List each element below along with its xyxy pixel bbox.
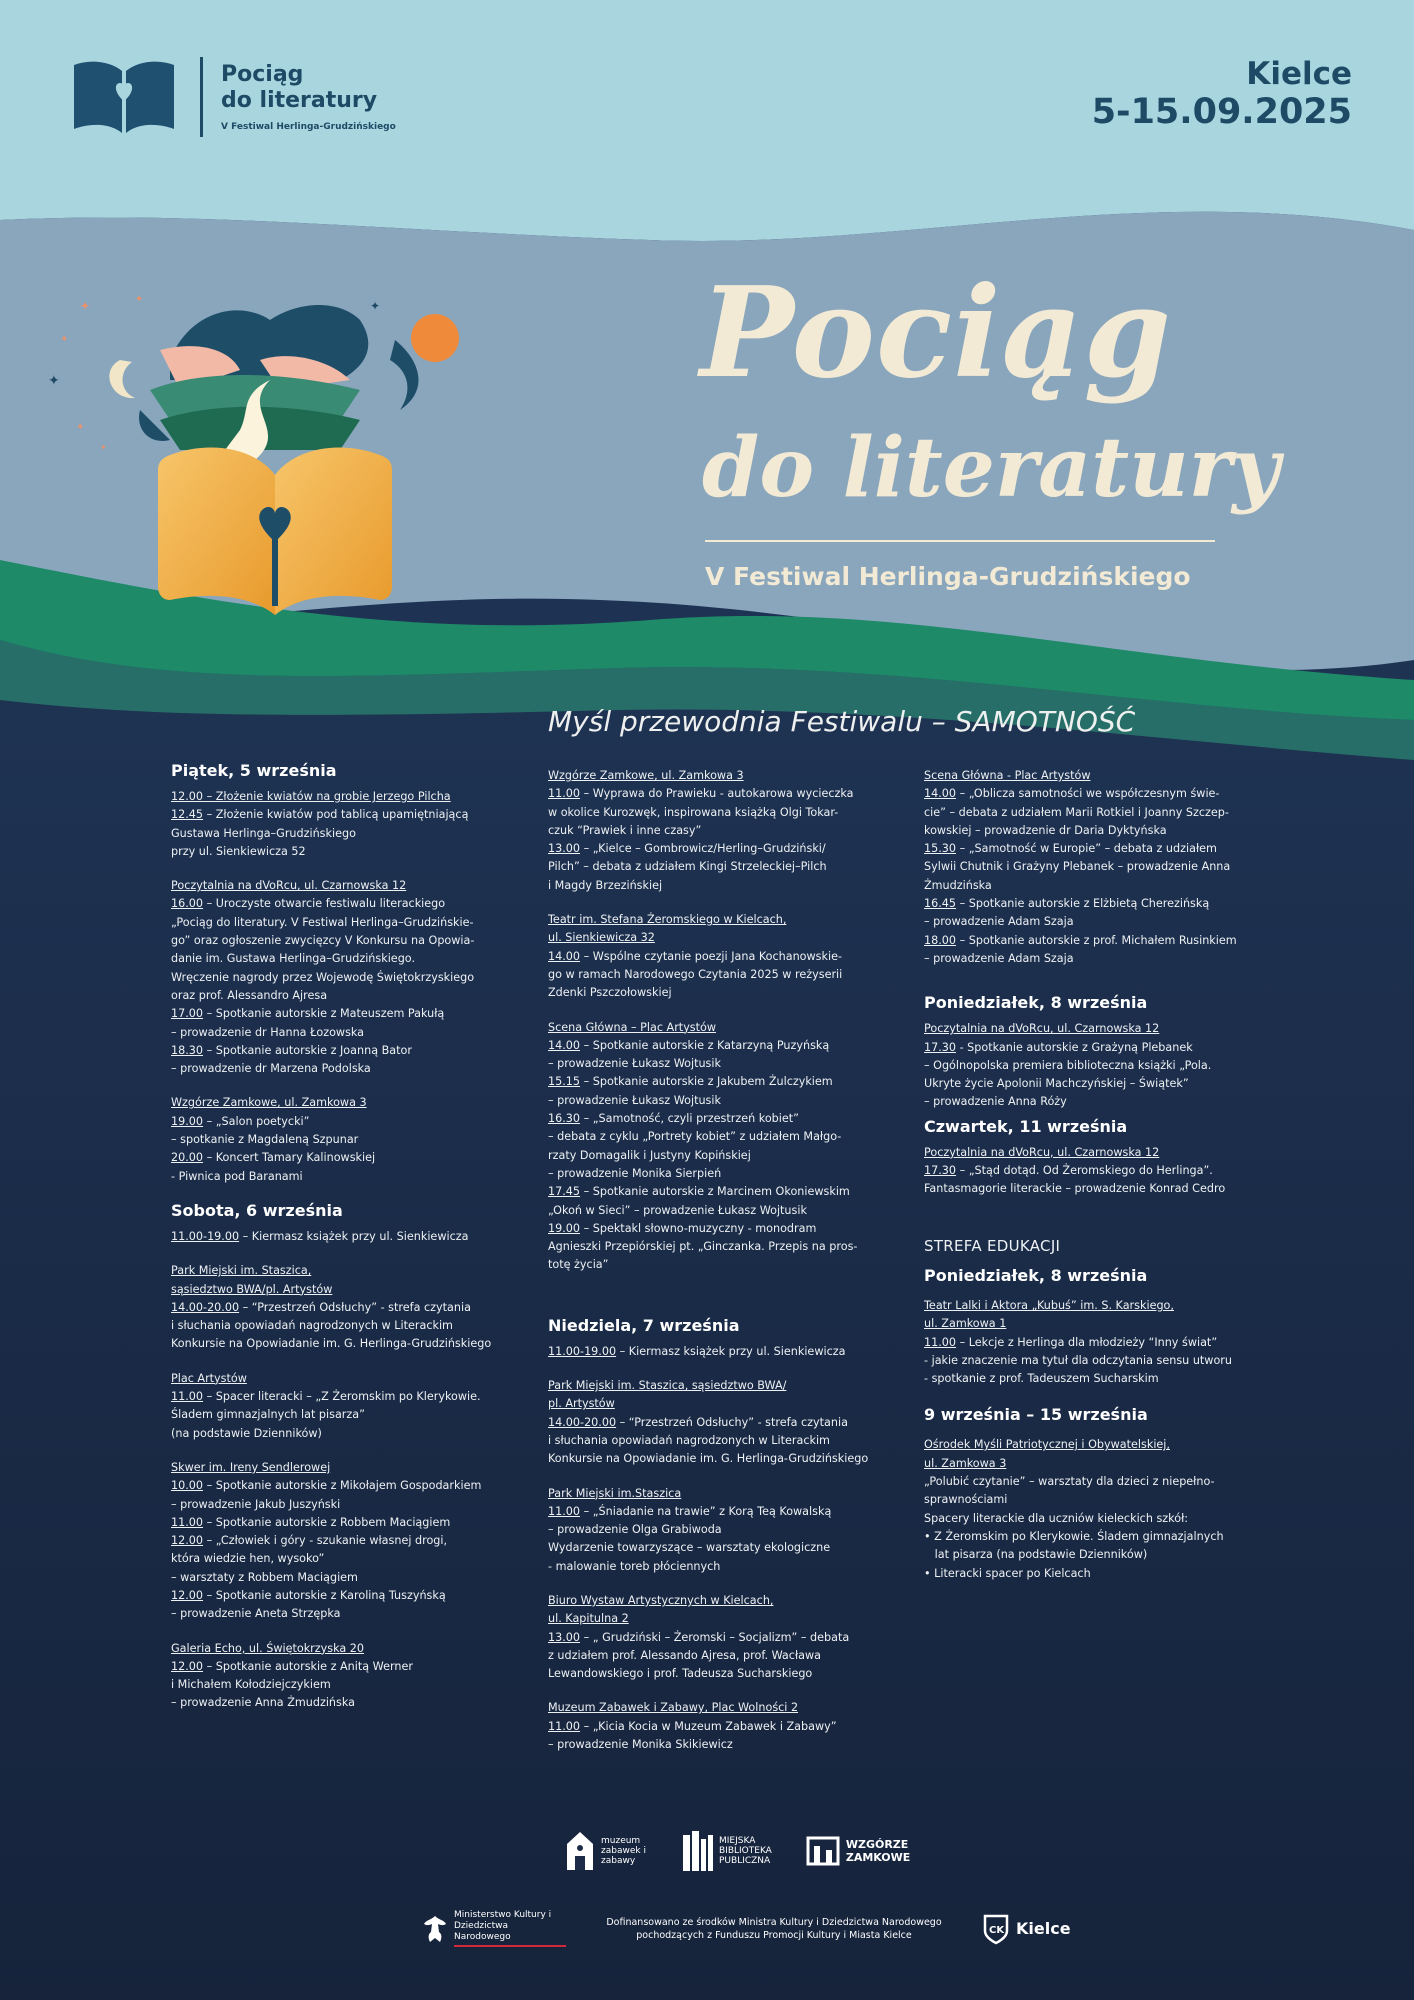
program-line: – prowadzenie Anna Róży [924, 1095, 1067, 1109]
program-line: – prowadzenie Olga Grabiwoda [548, 1523, 722, 1537]
event-time: 14.00-20.00 [171, 1300, 240, 1314]
program-block [548, 1718, 888, 1755]
program-line: sprawnościami [924, 1493, 1008, 1507]
museum-label: muzeum zabawek i zabawy [601, 1836, 646, 1866]
program-line: – prowadzenie Adam Szaja [924, 951, 1074, 965]
program-line: go” oraz ogłoszenie zwycięzcy V Konkursu na Opowia- [171, 934, 475, 948]
svg-text:✦: ✦ [80, 299, 91, 313]
program-line: Fantasmagorie literackie – prowadzenie Konrad Cedro [924, 1182, 1226, 1196]
day-heading: Poniedziałek, 8 września [924, 993, 1148, 1013]
program-line: rzaty Domagalik i Justyny Kopińskiej [548, 1148, 751, 1162]
venue-name: Galeria Echo, ul. Świętokrzyska 20 [171, 1641, 365, 1655]
venue-name: Plac Artystów [171, 1371, 247, 1385]
kielce-logo [982, 1913, 1071, 1945]
program-line: (na podstawie Dzienników) [171, 1426, 322, 1440]
program-line: lat pisarza (na podstawie Dzienników) [924, 1548, 1148, 1562]
museum-logo [565, 1830, 649, 1872]
books-icon [683, 1831, 713, 1871]
event-time: 11.00 [171, 1515, 204, 1529]
program-line: Agnieszki Przepiórskiej pt. „Ginczanka. Przepis na pros- [548, 1240, 858, 1254]
day-heading: Czwartek, 11 września [924, 1116, 1128, 1136]
program-line: • Z Żeromskim po Klerykowie. Śladem gimnazjalnych [924, 1529, 1224, 1543]
program-line: i Michałem Kołodziejczykiem [171, 1678, 331, 1692]
program-line: – „Śniadanie na trawie” z Korą Teą Kowalską [580, 1504, 832, 1518]
venue-name: sąsiedztwo BWA/pl. Artystów [171, 1282, 333, 1296]
event-time: 13.00 [548, 1630, 581, 1644]
event-time: 12.00 [171, 1588, 204, 1602]
program-line: – prowadzenie Aneta Strzępka [171, 1607, 341, 1621]
event-time: 14.00 [548, 1038, 581, 1052]
event-time: 20.00 [171, 1151, 204, 1165]
program-column-1 [171, 760, 516, 1713]
program-line: totę życia” [548, 1258, 609, 1272]
hero-title-line1: Pociąg [700, 260, 1173, 406]
svg-text:✦: ✦ [100, 443, 107, 452]
program-line: i słuchania opowiadań nagrodzonych w Literackim [171, 1319, 453, 1333]
program-line: – Spotkanie autorskie z Karoliną Tuszyńską [203, 1588, 446, 1602]
library-label-2: BIBLIOTEKA [719, 1846, 772, 1856]
venue-name: Park Miejski im. Staszica, sąsiedztwo BWA/ [548, 1379, 787, 1393]
program-line: – prowadzenie Monika Skikiewicz [548, 1738, 733, 1752]
program-block [171, 1658, 516, 1713]
event-dates: 5-15.09.2025 [1091, 92, 1352, 132]
program-block [548, 1414, 888, 1469]
venue-name: ul. Sienkiewicza 32 [548, 931, 655, 945]
program-line: – Spotkanie autorskie z Marcinem Okoniewskim [580, 1185, 850, 1199]
venue-name: Scena Główna – Plac Artystów [548, 1020, 717, 1034]
event-time: 16.45 [924, 897, 957, 911]
program-line: Śladem gimnazjalnych lat pisarza” [171, 1408, 365, 1422]
program-line: „Okoń w Sieci” – prowadzenie Łukasz Wojtusik [548, 1203, 807, 1217]
svg-text:✦: ✦ [60, 334, 69, 345]
program-line: – debata z cyklu „Portrety kobiet” z udziałem Małgo- [548, 1130, 842, 1144]
event-time: 11.00 [548, 787, 581, 801]
svg-text:CK: CK [989, 1924, 1005, 1936]
program-line: – „Oblicza samotności we współczesnym świe- [956, 787, 1220, 801]
program-line: • Literacki spacer po Kielcach [924, 1566, 1091, 1580]
program-line: czuk “Prawiek i inne czasy” [548, 823, 702, 837]
venue-name: pl. Artystów [548, 1397, 615, 1411]
hero-title-line2: do literatury [702, 420, 1280, 516]
program-line: – „Człowiek i góry - szukanie własnej drogi, [203, 1534, 448, 1548]
program-line: Konkursie na Opowiadanie im. G. Herlinga-Grudzińskiego [171, 1337, 492, 1351]
program-line: przy ul. Sienkiewicza 52 [171, 844, 306, 858]
venue-name: Biuro Wystaw Artystycznych w Kielcach, [548, 1593, 774, 1607]
event-time: 19.00 [171, 1114, 204, 1128]
program-line: – prowadzenie Łukasz Wojtusik [548, 1093, 721, 1107]
program-line: Wydarzenie towarzyszące – warsztaty ekologiczne [548, 1541, 831, 1555]
day-heading: Sobota, 6 września [171, 1200, 343, 1220]
library-label-3: PUBLICZNA [719, 1856, 771, 1866]
program-line: która wiedzie hen, wysoko” [171, 1552, 325, 1566]
program-line: – „Salon poetycki” [203, 1114, 310, 1128]
moon-icon [109, 360, 135, 398]
program-line: – „Samotność w Europie” – debata z udziałem [956, 842, 1217, 856]
program-line: Konkursie na Opowiadanie im. G. Herlinga-Grudzińskiego [548, 1452, 869, 1466]
program-line: – Spotkanie autorskie z Jakubem Żulczykiem [580, 1075, 833, 1089]
event-time: 16.00 [171, 897, 204, 911]
event-time: 14.00 [548, 949, 581, 963]
castle-hill-logo [806, 1836, 916, 1866]
funding-line-1: Dofinansowano ze środków Ministra Kultury i Dziedzictwa Narodowego [606, 1916, 942, 1928]
event-time: 14.00 [924, 787, 957, 801]
funding-note [594, 1916, 954, 1942]
kielce-crest-icon [982, 1913, 1010, 1945]
program-block [548, 948, 888, 1003]
program-line: - spotkanie z prof. Tadeuszem Sucharskim [924, 1372, 1159, 1386]
program-line: Pilch” – debata z udziałem Kingi Strzeleckiej–Pilch [548, 860, 827, 874]
program-line: kowskiej – prowadzenie dr Daria Dyktyńska [924, 823, 1167, 837]
program-block [171, 1113, 516, 1186]
program-line: – Spotkanie autorskie z Mikołajem Gospodarkiem [203, 1479, 482, 1493]
event-time: 12.00 [171, 1534, 204, 1548]
event-time: 18.30 [171, 1043, 204, 1057]
program-line: – prowadzenie Jakub Juszyński [171, 1497, 341, 1511]
program-line: – Spotkanie autorskie z Joanną Bator [203, 1043, 412, 1057]
event-time: 11.00 [548, 1504, 581, 1518]
day-heading: Niedziela, 7 września [548, 1315, 740, 1335]
library-logo [683, 1831, 772, 1871]
festival-logo [70, 55, 396, 139]
program-line: Lewandowskiego i prof. Tadeusza Sucharskiego [548, 1667, 813, 1681]
program-line: z udziałem prof. Alessando Ajresa, prof. Wacława [548, 1648, 821, 1662]
program-line: „Polubić czytanie” – warsztaty dla dzieci z niepełno- [924, 1475, 1215, 1489]
program-block [171, 1388, 516, 1443]
event-time: 13.00 [548, 842, 581, 856]
program-line: Spacery literackie dla uczniów kieleckich szkół: [924, 1511, 1189, 1525]
ministry-label: Ministerstwo Kultury i Dziedzictwa Narodowego [454, 1910, 566, 1947]
program-line: i słuchania opowiadań nagrodzonych w Literackim [548, 1433, 830, 1447]
program-line: – Spotkanie autorskie z prof. Michałem Rusinkiem [956, 933, 1237, 947]
venue-name: Ośrodek Myśli Patriotycznej i Obywatelskiej, [924, 1438, 1170, 1452]
program-line: – prowadzenie dr Hanna Łozowska [171, 1025, 365, 1039]
event-time: 14.00-20.00 [548, 1415, 617, 1429]
event-time: 10.00 [171, 1479, 204, 1493]
program-block [548, 1629, 888, 1684]
program-line: i Magdy Brzezińskiej [548, 878, 663, 892]
svg-text:✦: ✦ [135, 294, 144, 305]
program-line: – Wspólne czytanie poezji Jana Kochanowskie- [580, 949, 843, 963]
program-line: – Spotkanie autorskie z Robbem Maciągiem [203, 1515, 451, 1529]
hero-title-rule [705, 540, 1215, 542]
logo-tagline: V Festiwal Herlinga-Grudzińskiego [221, 122, 396, 132]
program-line: oraz prof. Alessandro Ajresa [171, 988, 328, 1002]
logo-divider [200, 57, 203, 137]
day-heading: Poniedziałek, 8 września [924, 1265, 1148, 1285]
program-block [171, 1477, 516, 1623]
venue-name: Wzgórze Zamkowe, ul. Zamkowa 3 [548, 769, 744, 782]
program-line: – spotkanie z Magdaleną Szpunar [171, 1133, 359, 1147]
program-line: – Złożenie kwiatów pod tablicą upamiętniającą [203, 808, 469, 822]
castle-icon [806, 1836, 840, 1866]
partner-logos [565, 1830, 916, 1872]
program-line: – warsztaty z Robbem Maciągiem [171, 1570, 358, 1584]
venue-name: Poczytalnia na dVoRcu, ul. Czarnowska 12 [924, 1022, 1160, 1036]
library-label-1: MIEJSKA [719, 1836, 756, 1846]
funding-line-2: pochodzących z Funduszu Promocji Kultury i Miasta Kielce [636, 1929, 912, 1941]
education-zone-heading: STREFA EDUKACJI [924, 1236, 1061, 1255]
event-time: 11.00 [171, 1390, 204, 1404]
program-line: - jakie znaczenie ma tytuł dla odczytania sensu utworu [924, 1353, 1232, 1367]
program-line: – Wyprawa do Prawieku - autokarowa wycieczka [580, 787, 854, 801]
program-line: – “Przestrzeń Odsłuchy” - strefa czytania [239, 1300, 471, 1314]
program-line: Żmudzińska [924, 878, 992, 892]
kielce-label: Kielce [1016, 1919, 1071, 1938]
program-line: - malowanie toreb płóciennych [548, 1559, 721, 1573]
program-line: – „Kielce – Gombrowicz/Herling–Grudziński/ [580, 842, 826, 856]
venue-name: Scena Główna - Plac Artystów [924, 769, 1091, 782]
program-line: Wręczenie nagrody przez Wojewodę Świętokrzyskiego [171, 970, 475, 984]
program-line: - Piwnica pod Baranami [171, 1169, 303, 1183]
venue-name: Poczytalnia na dVoRcu, ul. Czarnowska 12 [171, 879, 407, 893]
program-line: – „Samotność, czyli przestrzeń kobiet” [580, 1112, 799, 1126]
venue-name: ul. Zamkowa 1 [924, 1317, 1007, 1331]
program-line: Ukryte życie Apolonii Machczyńskiej – Świątek” [924, 1077, 1189, 1091]
program-block [924, 1334, 1259, 1389]
program-line: – “Przestrzeń Odsłuchy” - strefa czytania [616, 1415, 848, 1429]
program-line: – Kiermasz książek przy ul. Sienkiewicza [239, 1229, 469, 1243]
logo-title-line1: Pociąg [221, 62, 304, 87]
program-column-2 [548, 760, 888, 1754]
program-line: – Spacer literacki – „Z Żeromskim po Klerykowie. [203, 1390, 481, 1404]
event-time: 17.45 [548, 1185, 581, 1199]
hero-subtitle: V Festiwal Herlinga-Grudzińskiego [705, 562, 1191, 591]
venue-name: Poczytalnia na dVoRcu, ul. Czarnowska 12 [924, 1145, 1160, 1159]
program-line: – Spektakl słowno-muzyczny - monodram [580, 1221, 817, 1235]
program-block [171, 788, 516, 861]
venue-name: Park Miejski im. Staszica, [171, 1264, 312, 1278]
program-block [171, 1299, 516, 1354]
program-line: – Lekcje z Herlinga dla młodzieży “Inny świat” [956, 1335, 1218, 1349]
festival-motto: Myśl przewodnia Festiwalu – SAMOTNOŚĆ [548, 705, 1136, 738]
program-block [924, 785, 1259, 968]
program-line: „Pociąg do literatury. V Festiwal Herlinga–Grudzińskie- [171, 915, 474, 929]
program-block [171, 895, 516, 1078]
program-line: – prowadzenie Łukasz Wojtusik [548, 1057, 721, 1071]
event-time: 11.00-19.00 [548, 1344, 617, 1358]
program-line: – prowadzenie dr Marzena Podolska [171, 1062, 371, 1076]
program-line: Sylwii Chutnik i Grażyny Plebanek – prowadzenie Anna [924, 860, 1231, 874]
event-time: 11.00 [548, 1719, 581, 1733]
venue-name: ul. Zamkowa 3 [924, 1456, 1007, 1470]
venue-name: Muzeum Zabawek i Zabawy, Plac Wolności 2 [548, 1701, 799, 1715]
program-line: – „Stąd dotąd. Od Żeromskiego do Herlinga”. [956, 1164, 1213, 1178]
program-line: danie im. Gustawa Herlinga–Grudzińskiego. [171, 952, 415, 966]
program-line: - Spotkanie autorskie z Grażyną Plebanek [956, 1040, 1193, 1054]
event-time: 12.45 [171, 808, 204, 822]
program-block [548, 785, 888, 895]
event-time: 16.30 [548, 1112, 581, 1126]
day-heading: Piątek, 5 września [171, 761, 337, 780]
event-time: 17.00 [171, 1007, 204, 1021]
eagle-emblem-icon [422, 1914, 448, 1944]
program-line: – „ Grudziński – Żeromski – Socjalizm” – debata [580, 1630, 850, 1644]
open-book-heart-icon [70, 55, 178, 139]
day-heading: 9 września – 15 września [924, 1405, 1148, 1425]
program-block [548, 1037, 888, 1275]
event-time: 11.00-19.00 [171, 1229, 240, 1243]
program-line: – „Kicia Kocia w Muzeum Zabawek i Zabawy” [580, 1719, 837, 1733]
program-block [548, 1343, 888, 1361]
event-city: Kielce [1246, 56, 1352, 92]
program-line: – Spotkanie autorskie z Elżbietą Cherezińską [956, 897, 1210, 911]
venue-name: Teatr im. Stefana Żeromskiego w Kielcach, [548, 913, 787, 927]
venue-name: Wzgórze Zamkowe, ul. Zamkowa 3 [171, 1096, 367, 1110]
program-line: – prowadzenie Monika Sierpień [548, 1166, 722, 1180]
logo-title-line2: do literatury [221, 88, 378, 113]
program-line: – Uroczyste otwarcie festiwalu literackiego [203, 897, 446, 911]
svg-text:✦: ✦ [76, 422, 85, 433]
event-time: 11.00 [924, 1335, 957, 1349]
event-time: 18.00 [924, 933, 957, 947]
program-line: cie” – debata z udziałem Marii Rotkiel i Joanny Szczep- [924, 805, 1229, 819]
program-line: – Spotkanie autorskie z Katarzyną Puzyńską [580, 1038, 830, 1052]
venue-name: ul. Kapitulna 2 [548, 1612, 629, 1626]
sun-icon [411, 314, 459, 362]
program-line: – Ogólnopolska premiera biblioteczna książki „Pola. [924, 1058, 1212, 1072]
venue-name: Teatr Lalki i Aktora „Kubuś” im. S. Karskiego, [924, 1298, 1174, 1312]
event-time: 17.30 [924, 1040, 957, 1054]
event-time: 12.00 [171, 1659, 204, 1673]
venue-name: Park Miejski im.Staszica [548, 1486, 682, 1500]
museum-house-icon [565, 1830, 595, 1872]
program-line: go w ramach Narodowego Czytania 2025 w reżyserii [548, 967, 843, 981]
star-icon: ✦ [48, 373, 60, 389]
program-block [171, 1228, 516, 1246]
event-time: 19.00 [548, 1221, 581, 1235]
program-block [924, 1162, 1259, 1199]
program-line: – Spotkanie autorskie z Mateuszem Pakułą [203, 1007, 445, 1021]
program-line: – Koncert Tamary Kalinowskiej [203, 1151, 376, 1165]
program-column-3 [924, 760, 1259, 1583]
program-line: – prowadzenie Adam Szaja [924, 915, 1074, 929]
program-block [548, 1503, 888, 1576]
program-line: Gustawa Herlinga–Grudzińskiego [171, 826, 356, 840]
program-line: – prowadzenie Anna Żmudzińska [171, 1696, 355, 1710]
program-block [924, 1473, 1259, 1583]
funding-logos [422, 1910, 1071, 1947]
event-place-date [1092, 56, 1352, 132]
program-line: w okolice Kurozwęk, inspirowana książką Olgi Tokar- [548, 805, 839, 819]
ministry-logo [422, 1910, 566, 1947]
star-icon: ✦ [370, 299, 381, 313]
program-line: Zdenki Pszczołowskiej [548, 986, 672, 1000]
program-line: 12.00 – Złożenie kwiatów na grobie Jerzego Pilcha [171, 790, 451, 803]
event-time: 15.15 [548, 1075, 581, 1089]
program-block [924, 1039, 1259, 1112]
program-line: – Spotkanie autorskie z Anitą Werner [203, 1659, 413, 1673]
event-time: 17.30 [924, 1164, 957, 1178]
castle-label: WZGÓRZE ZAMKOWE [845, 1838, 911, 1864]
book-illustration [40, 280, 480, 650]
event-time: 15.30 [924, 842, 957, 856]
venue-name: Skwer im. Ireny Sendlerowej [171, 1460, 331, 1474]
program-line: – Kiermasz książek przy ul. Sienkiewicza [616, 1344, 846, 1358]
